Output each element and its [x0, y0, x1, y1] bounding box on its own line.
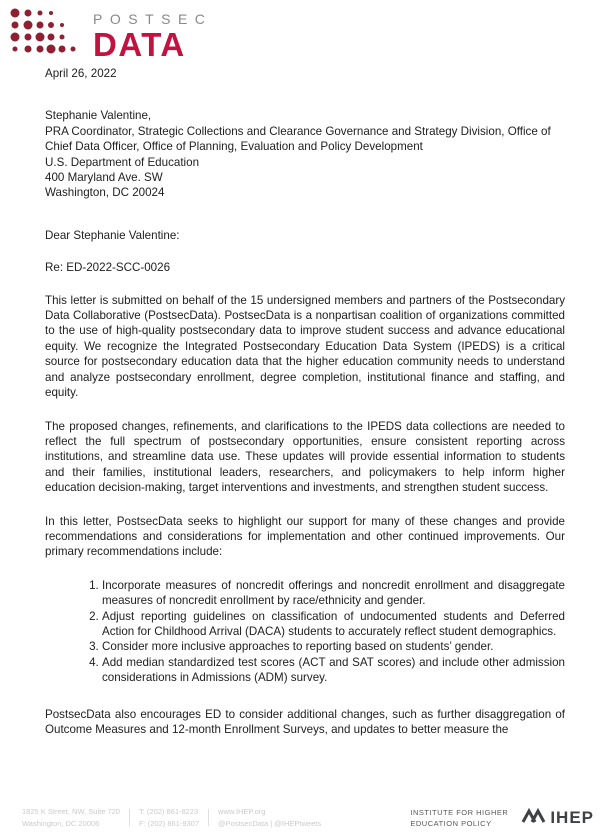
footer-contact — [139, 806, 199, 829]
postsecdata-logo — [10, 8, 212, 63]
footer-address-line2: Washington, DC 20006 — [22, 818, 100, 828]
recipient-city: Washington, DC 20024 — [45, 186, 165, 200]
recommendations-list — [45, 578, 565, 686]
footer-fax: F: (202) 861-9307 — [138, 818, 200, 828]
recipient-organization: U.S. Department of Education — [45, 155, 200, 169]
recommendation-item-1: 1. Incorporate measures of noncredit offerings and noncredit enrollment and disaggregate measures of noncredit enrollment by race/ethnicity and gender. — [102, 578, 565, 609]
logo-dots-icon — [10, 8, 80, 56]
institute-name-line2: EDUCATION POLICY — [410, 818, 492, 828]
footer-divider — [208, 809, 209, 826]
letter-body — [45, 66, 565, 755]
footer-phone: T: (202) 861-8223 — [138, 807, 199, 817]
footer-divider — [129, 809, 130, 826]
logo-wordmark — [93, 8, 212, 63]
institute-name — [410, 807, 508, 830]
salutation: Dear Stephanie Valentine: — [45, 228, 180, 242]
paragraph-closing: PostsecData also encourages ED to consider additional changes, such as further disaggregation of Outcome Measures and 12-month Enrollment Surveys, and updates to better measure the — [45, 707, 565, 736]
recommendation-item-4: 4. Add median standardized test scores (ACT and SAT scores) and include other admission considerations in Admissions (ADM) survey. — [102, 655, 565, 686]
paragraph-introduction: This letter is submitted on behalf of the 15 undersigned members and partners of the Postsecondary Data Collaborative (PostsecData). PostsecData is a nonpartisan coalition of organizations committed to the use of high-quality postsecondary data to improve student success and advance educational equity. We recognize the Integrated Postsecondary Education Data System (IPEDS) is a critical source for postsecondary education data that the higher education community needs to understand and analyze postsecondary enrollment, degree completion, institutional finance and staffing, and equity. — [45, 293, 565, 400]
logo-wordmark-postsec: POSTSEC — [93, 11, 213, 27]
recommendation-item-2: 2. Adjust reporting guidelines on classification of undocumented students and Deferred Action for Childhood Arrival (DACA) students to accurately reflect student demographics. — [102, 609, 565, 640]
footer-address — [22, 806, 120, 829]
paragraph-support-statement: In this letter, PostsecData seeks to highlight our support for many of these changes and provide recommendations and considerations for implementation and other continued improvements. Our primary recommendations include: — [45, 514, 565, 559]
recipient-address-block — [45, 108, 565, 200]
recommendation-item-3: 3. Consider more inclusive approaches to reporting based on students’ gender. — [102, 639, 565, 654]
logo-wordmark-data: DATA — [93, 26, 186, 63]
ihep-chevrons-icon — [521, 807, 547, 829]
footer-website: www.IHEP.org — [218, 807, 266, 817]
ihep-logo — [521, 805, 594, 831]
recipient-name: Stephanie Valentine, — [45, 109, 152, 123]
ihep-wordmark: IHEP — [550, 807, 594, 827]
footer-social-handles: @PostsecData | @IHEPtweets — [218, 818, 322, 828]
recipient-street: 400 Maryland Ave. SW — [45, 171, 163, 185]
recipient-title: PRA Coordinator, Strategic Collections and Clearance Governance and Strategy Division, Office of Chief Data Officer, Office of Planning, Evaluation and Policy Development — [45, 124, 551, 154]
footer-address-line1: 1825 K Street, NW, Suite 720 — [22, 807, 120, 817]
paragraph-proposed-changes: The proposed changes, refinements, and clarifications to the IPEDS data collections are needed to reflect the full spectrum of postsecondary opportunities, ensure consistent reporting across institutions, and streamline data use. These updates will provide essential information to students and their families, institutional leaders, researchers, and policymakers to help inform higher education decision-making, target interventions and investments, and strengthen student success. — [45, 419, 565, 495]
letterhead-footer — [22, 805, 594, 831]
re-line: Re: ED-2022-SCC-0026 — [45, 261, 171, 275]
footer-web — [218, 806, 321, 829]
letter-date: April 26, 2022 — [45, 67, 117, 80]
institute-name-line1: INSTITUTE FOR HIGHER — [410, 807, 509, 817]
